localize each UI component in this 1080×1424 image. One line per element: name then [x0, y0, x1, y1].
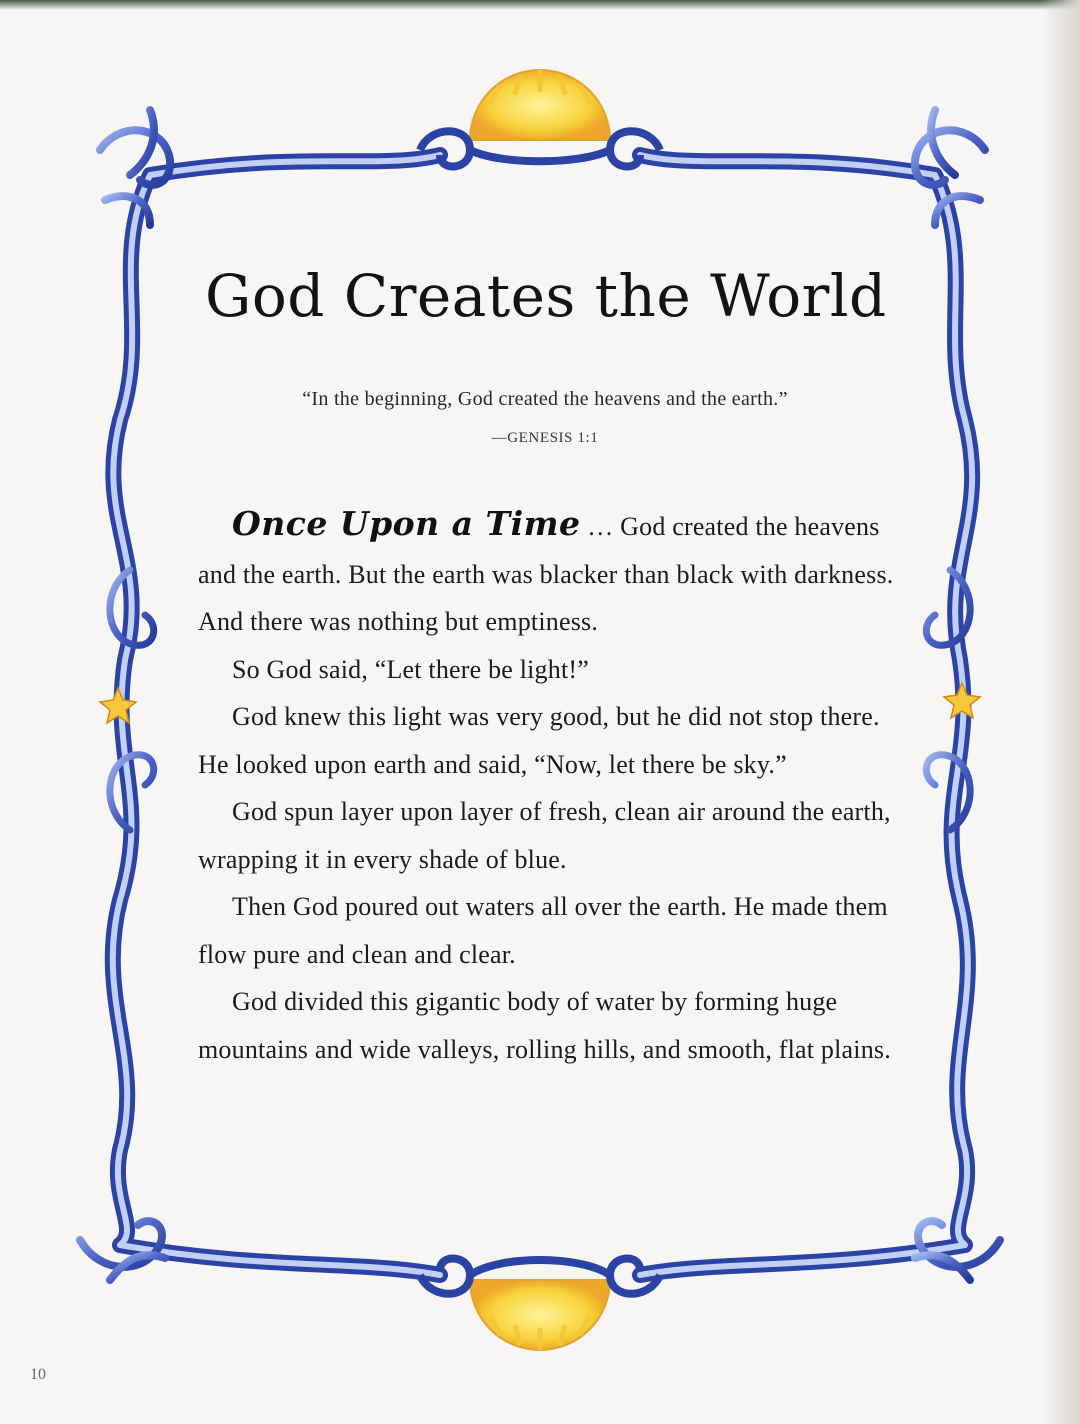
page-number: 10 — [30, 1366, 46, 1383]
story-paragraph: Then God poured out waters all over the earth. He made them flow pure and clean and clear. — [198, 892, 888, 969]
story-lead-in: Once Upon a Time — [232, 504, 581, 543]
epigraph-source: —GENESIS 1:1 — [491, 430, 599, 446]
story-paragraph: God knew this light was very good, but he did not stop there. He looked upon earth and said, “Now, let there be sky.” — [198, 702, 880, 779]
setting-sun-icon — [420, 1259, 660, 1350]
story-paragraph-text: … God created the heavens and the earth. But the earth was blacker than black with darkness. And there was nothing but emptiness. — [198, 512, 894, 636]
story-paragraph: So God said, “Let there be light!” — [232, 654, 589, 684]
story-body — [198, 500, 898, 1073]
story-paragraph: God spun layer upon layer of fresh, clean air around the earth, wrapping it in every shade of blue. — [198, 797, 891, 874]
story-paragraph: God divided this gigantic body of water by forming huge mountains and wide valleys, rolling hills, and smooth, flat plains. — [198, 987, 891, 1064]
story-paragraph — [198, 500, 898, 646]
epigraph-quote: “In the beginning, God created the heavens and the earth.” — [302, 388, 788, 410]
rising-sun-icon — [420, 70, 660, 166]
page-title: God Creates the World — [205, 262, 887, 330]
